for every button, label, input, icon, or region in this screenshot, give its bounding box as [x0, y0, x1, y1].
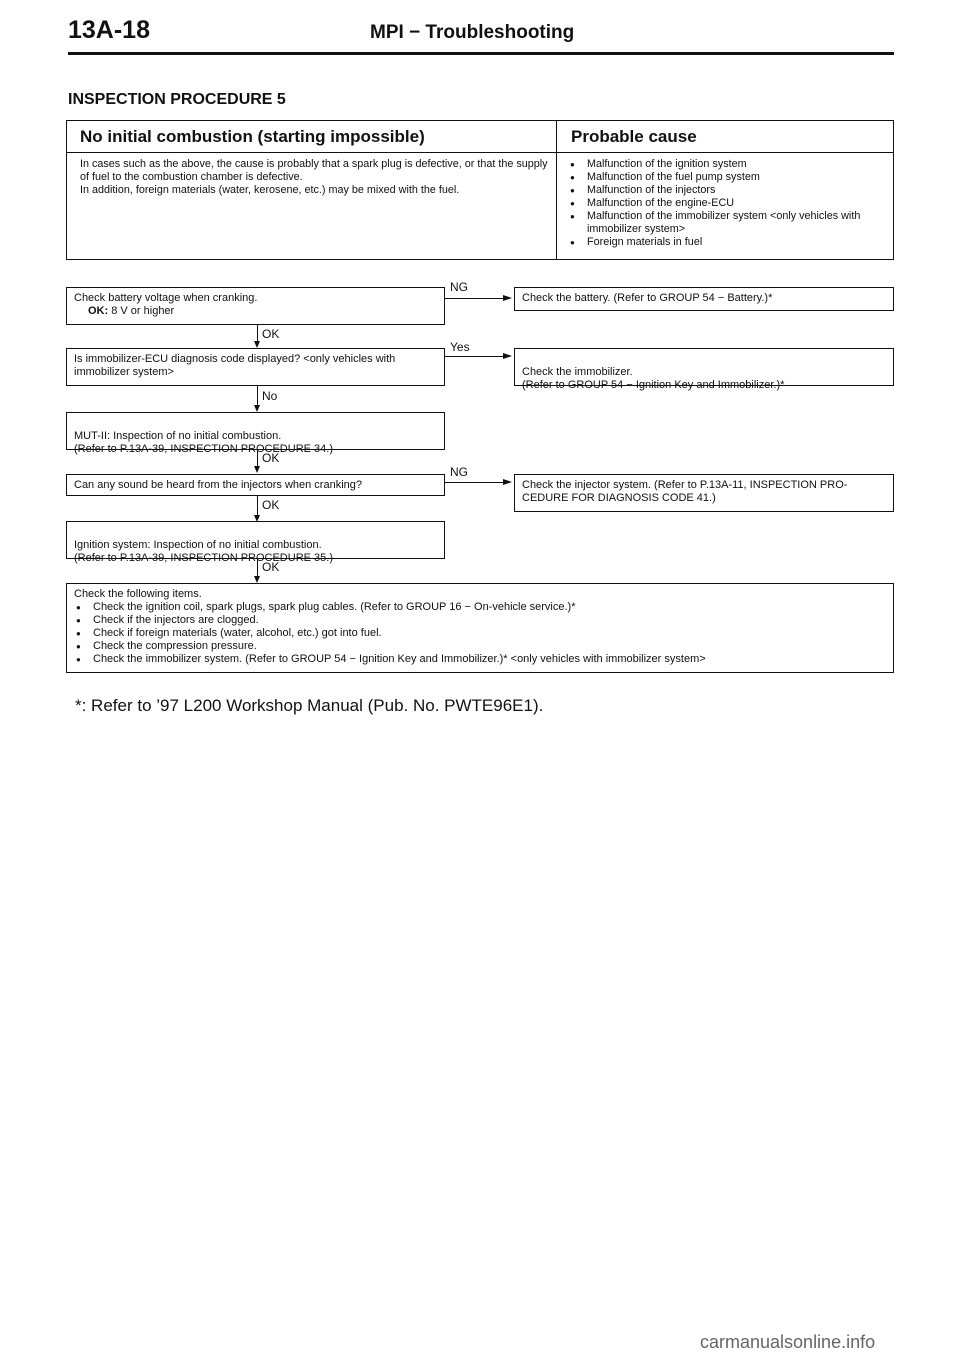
branch-label-ok: OK: [262, 451, 280, 465]
info-column-divider: [556, 120, 557, 260]
ok-label: OK:: [88, 305, 109, 317]
result-text: Check the injector system. (Refer to P.13A-11, INSPECTION PRO-CEDURE FOR DIAGNOSIS CODE 41.): [522, 479, 848, 504]
page-title: MPI − Troubleshooting: [370, 22, 575, 43]
connector-line: [445, 356, 505, 357]
symptom-description: In cases such as the above, the cause is probably that a spark plug is defective, or that the supply of fuel to the combustion chamber is defective. In addition, foreign materials (water, kerosene, etc.) may be mixed with the fuel.: [80, 158, 548, 196]
connector-line: [257, 496, 258, 516]
step-battery-check: [66, 287, 445, 325]
connector-line: [257, 559, 258, 577]
arrow-right-icon: [503, 295, 512, 301]
check-item: ● Check the compression pressure.: [74, 640, 886, 653]
arrow-down-icon: [254, 405, 260, 412]
step-text: Is immobilizer-ECU diagnosis code displayed? <only vehicles with immobilizer system>: [74, 353, 396, 378]
result-check-battery: [514, 287, 894, 311]
step-injector-sound: [66, 474, 445, 496]
check-item: ● Check if the injectors are clogged.: [74, 614, 886, 627]
connector-line: [257, 386, 258, 406]
arrow-right-icon: [503, 353, 512, 359]
step-battery-text: Check battery voltage when cranking.: [74, 292, 258, 304]
step-text: MUT-II: Inspection of no initial combustion. (Refer to P.13A-39, INSPECTION PROCEDURE 34.): [74, 430, 333, 455]
ok-value: 8 V or higher: [111, 305, 175, 317]
branch-label-ng: NG: [450, 465, 468, 479]
step-immobilizer-code: [66, 348, 445, 386]
watermark: carmanualsonline.info: [700, 1332, 876, 1352]
header-rule: [68, 52, 894, 55]
final-check-list: [74, 601, 886, 666]
arrow-down-icon: [254, 466, 260, 473]
arrow-down-icon: [254, 576, 260, 583]
probable-cause-list: [568, 158, 890, 249]
result-text: Check the immobilizer. (Refer to GROUP 54 − Ignition Key and Immobilizer.)*: [522, 366, 785, 391]
step-mut-ii-inspection: [66, 412, 445, 455]
probable-cause-heading: Probable cause: [571, 127, 697, 146]
step-text: Can any sound be heard from the injectors when cranking?: [74, 479, 363, 491]
check-item: ● Check the immobilizer system. (Refer to GROUP 54 − Ignition Key and Immobilizer.)* <only vehicles with immobilizer system>: [74, 653, 886, 666]
branch-label-no: No: [262, 389, 278, 403]
result-check-injector: [514, 474, 894, 512]
cause-item: ● Foreign materials in fuel: [568, 236, 890, 249]
check-item: ● Check the ignition coil, spark plugs, spark plug cables. (Refer to GROUP 16 − On-vehicle service.)*: [74, 601, 886, 614]
cause-item: ● Malfunction of the immobilizer system <only vehicles with immobilizer system>: [568, 210, 890, 236]
final-heading: Check the following items.: [74, 588, 202, 600]
procedure-title: INSPECTION PROCEDURE 5: [68, 91, 286, 108]
footnote: *: Refer to ’97 L200 Workshop Manual (Pub. No. PWTE96E1).: [75, 696, 544, 715]
check-item: ● Check if foreign materials (water, alcohol, etc.) got into fuel.: [74, 627, 886, 640]
cause-item: ● Malfunction of the injectors: [568, 184, 890, 197]
cause-item: ● Malfunction of the fuel pump system: [568, 171, 890, 184]
branch-label-ok: OK: [262, 327, 280, 341]
symptom-heading: No initial combustion (starting impossible): [80, 127, 425, 146]
result-text: Check the battery. (Refer to GROUP 54 − Battery.)*: [522, 292, 773, 304]
cause-item: ● Malfunction of the ignition system: [568, 158, 890, 171]
branch-label-ok: OK: [262, 560, 280, 574]
branch-label-ng: NG: [450, 280, 468, 294]
connector-line: [445, 298, 505, 299]
info-header-divider: [66, 152, 894, 153]
step-ignition-inspection: [66, 521, 445, 564]
page-number: 13A-18: [68, 16, 150, 44]
step-text: Ignition system: Inspection of no initial combustion. (Refer to P.13A-39, INSPECTION PROCEDURE 35.): [74, 539, 333, 564]
arrow-down-icon: [254, 341, 260, 348]
cause-item: ● Malfunction of the engine-ECU: [568, 197, 890, 210]
arrow-right-icon: [503, 479, 512, 485]
branch-label-yes: Yes: [450, 340, 470, 354]
step-battery-spec: [74, 305, 437, 318]
branch-label-ok: OK: [262, 498, 280, 512]
connector-line: [257, 450, 258, 467]
result-check-immobilizer: [514, 348, 894, 391]
final-check-items: [66, 583, 894, 673]
connector-line: [445, 482, 505, 483]
